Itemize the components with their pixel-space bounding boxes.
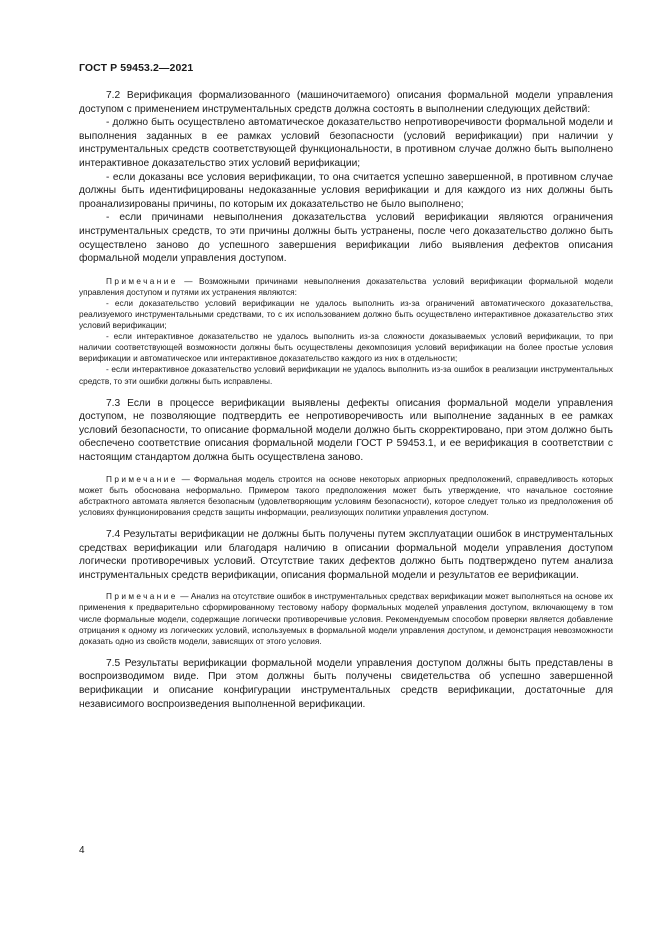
section-7-2-item: - если причинами невыполнения доказательства условий верификации являются ограничения инструментальных средств, то эти причины должны быть устранены, после чего доказательство должно быть осуществлено заново до успешного завершения верификации либо выявления дефектов описания формальной модели управления доступом. [79, 212, 613, 265]
section-7-2-intro: 7.2 Верификация формализованного (машиночитаемого) описания формальной модели управления доступом с применением инструментальных средств должна состоять в выполнении следующих действий: [79, 90, 613, 115]
section-7-3: 7.3 Если в процессе верификации выявлены дефекты описания формальной модели управления доступом, не позволяющие подтвердить ее непротиворечивость или выполнение заданных в ее рамках условий безопасности, то описание формальной модели должно быть скорректировано, при этом должно быть обеспечено соответствие описания формальной модели ГОСТ Р 59453.1, и ее верификация в соответствии с настоящим стандартом должна быть осуществлена заново. [79, 397, 613, 464]
note-text: — Формальная модель строится на основе некоторых априорных предположений, справедливость которых может быть обоснована неформально. Примером такого предположения может быть утверждение, что начальное состояние абстрактного автомата является безопасным (удовлетворяющим условиям безопасности), которое следует только из предположения об условиях функционирования средств защиты информации, реализующих политики управления доступом. [79, 474, 613, 517]
section-7-2-item: - если доказаны все условия верификации, то она считается успешно завершенной, в противном случае должны быть идентифицированы недоказанные условия верификации и для каждого из них должны быть проанализированы причины, по которым их доказательство не было выполнено; [79, 171, 613, 210]
section-7-4: 7.4 Результаты верификации не должны быть получены путем эксплуатации ошибок в инструментальных средствах верификации или благодаря наличию в описании формальной модели управления доступом логически противоречивых условий. Отсутствие таких дефектов должно быть подтверждено путем анализа инструментальных средств верификации, описания формальной модели и результатов ее верификации. [79, 529, 613, 581]
note-7-4 [79, 591, 613, 646]
note-7-3 [79, 474, 613, 518]
note-7-2-item: - если интерактивное доказательство условий верификации не удалось выполнить из-за ошибок в реализации инструментальных средств, то эти ошибки должны быть исправлены. [79, 365, 613, 386]
note-text: — Анализ на отсутствие ошибок в инструментальных средствах верификации может выполняться на основе их применения к предварительно сформированному тестовому набору формальных моделей управления доступом, включающему в том числе формальные модели, содержащие логически противоречивые условия. Рекомендуемым способом проверки является добавление отрицания к одному из логических условий, используемых в формальной модели управления доступом, и демонстрация невозможности доказать одно из свойств модели, зависящих от этого условия. [79, 592, 613, 646]
note-label: Примечание [106, 474, 178, 484]
note-text: — Возможными причинами невыполнения доказательства условий верификации формальной модели управления доступом и путями их устранения являются: [79, 276, 613, 297]
page-number: 4 [79, 845, 85, 856]
page-content [79, 89, 613, 711]
standard-header: ГОСТ Р 59453.2—2021 [79, 62, 194, 74]
note-7-2 [79, 276, 613, 298]
section-7-5: 7.5 Результаты верификации формальной модели управления доступом должны быть представлены в воспроизводимом виде. При этом должны быть получены свидетельства об успешно завершенной верификации и описание конфигурации инструментальных средств верификации, достаточные для независимого воспроизведения выполненной верификации. [79, 657, 613, 710]
note-7-2-item: - если доказательство условий верификации не удалось выполнить из-за ограничений автоматического доказательства, реализуемого инструментальными средствами, то с их использованием должно быть осуществлено интерактивное доказательство этих условий верификации; [79, 298, 613, 331]
section-7-2-item: - должно быть осуществлено автоматическое доказательство непротиворечивости формальной модели и выполнения заданных в ее рамках условий безопасности (условий верификации) при наличии у инструментальных средств соответствующей функциональности, в противном случае должно быть выполнено интерактивное доказательство этих условий верификации; [79, 117, 613, 169]
note-label: Примечание [106, 592, 178, 602]
note-7-2-item: - если интерактивное доказательство не удалось выполнить из-за сложности доказываемых условий верификации, то при наличии соответствующей возможности должны быть осуществлены декомпозиция условий верификации на более простые условия верификации и автоматическое или интерактивное доказательство каждого из них в отдельности; [79, 332, 613, 364]
note-label: Примечание [106, 276, 178, 286]
